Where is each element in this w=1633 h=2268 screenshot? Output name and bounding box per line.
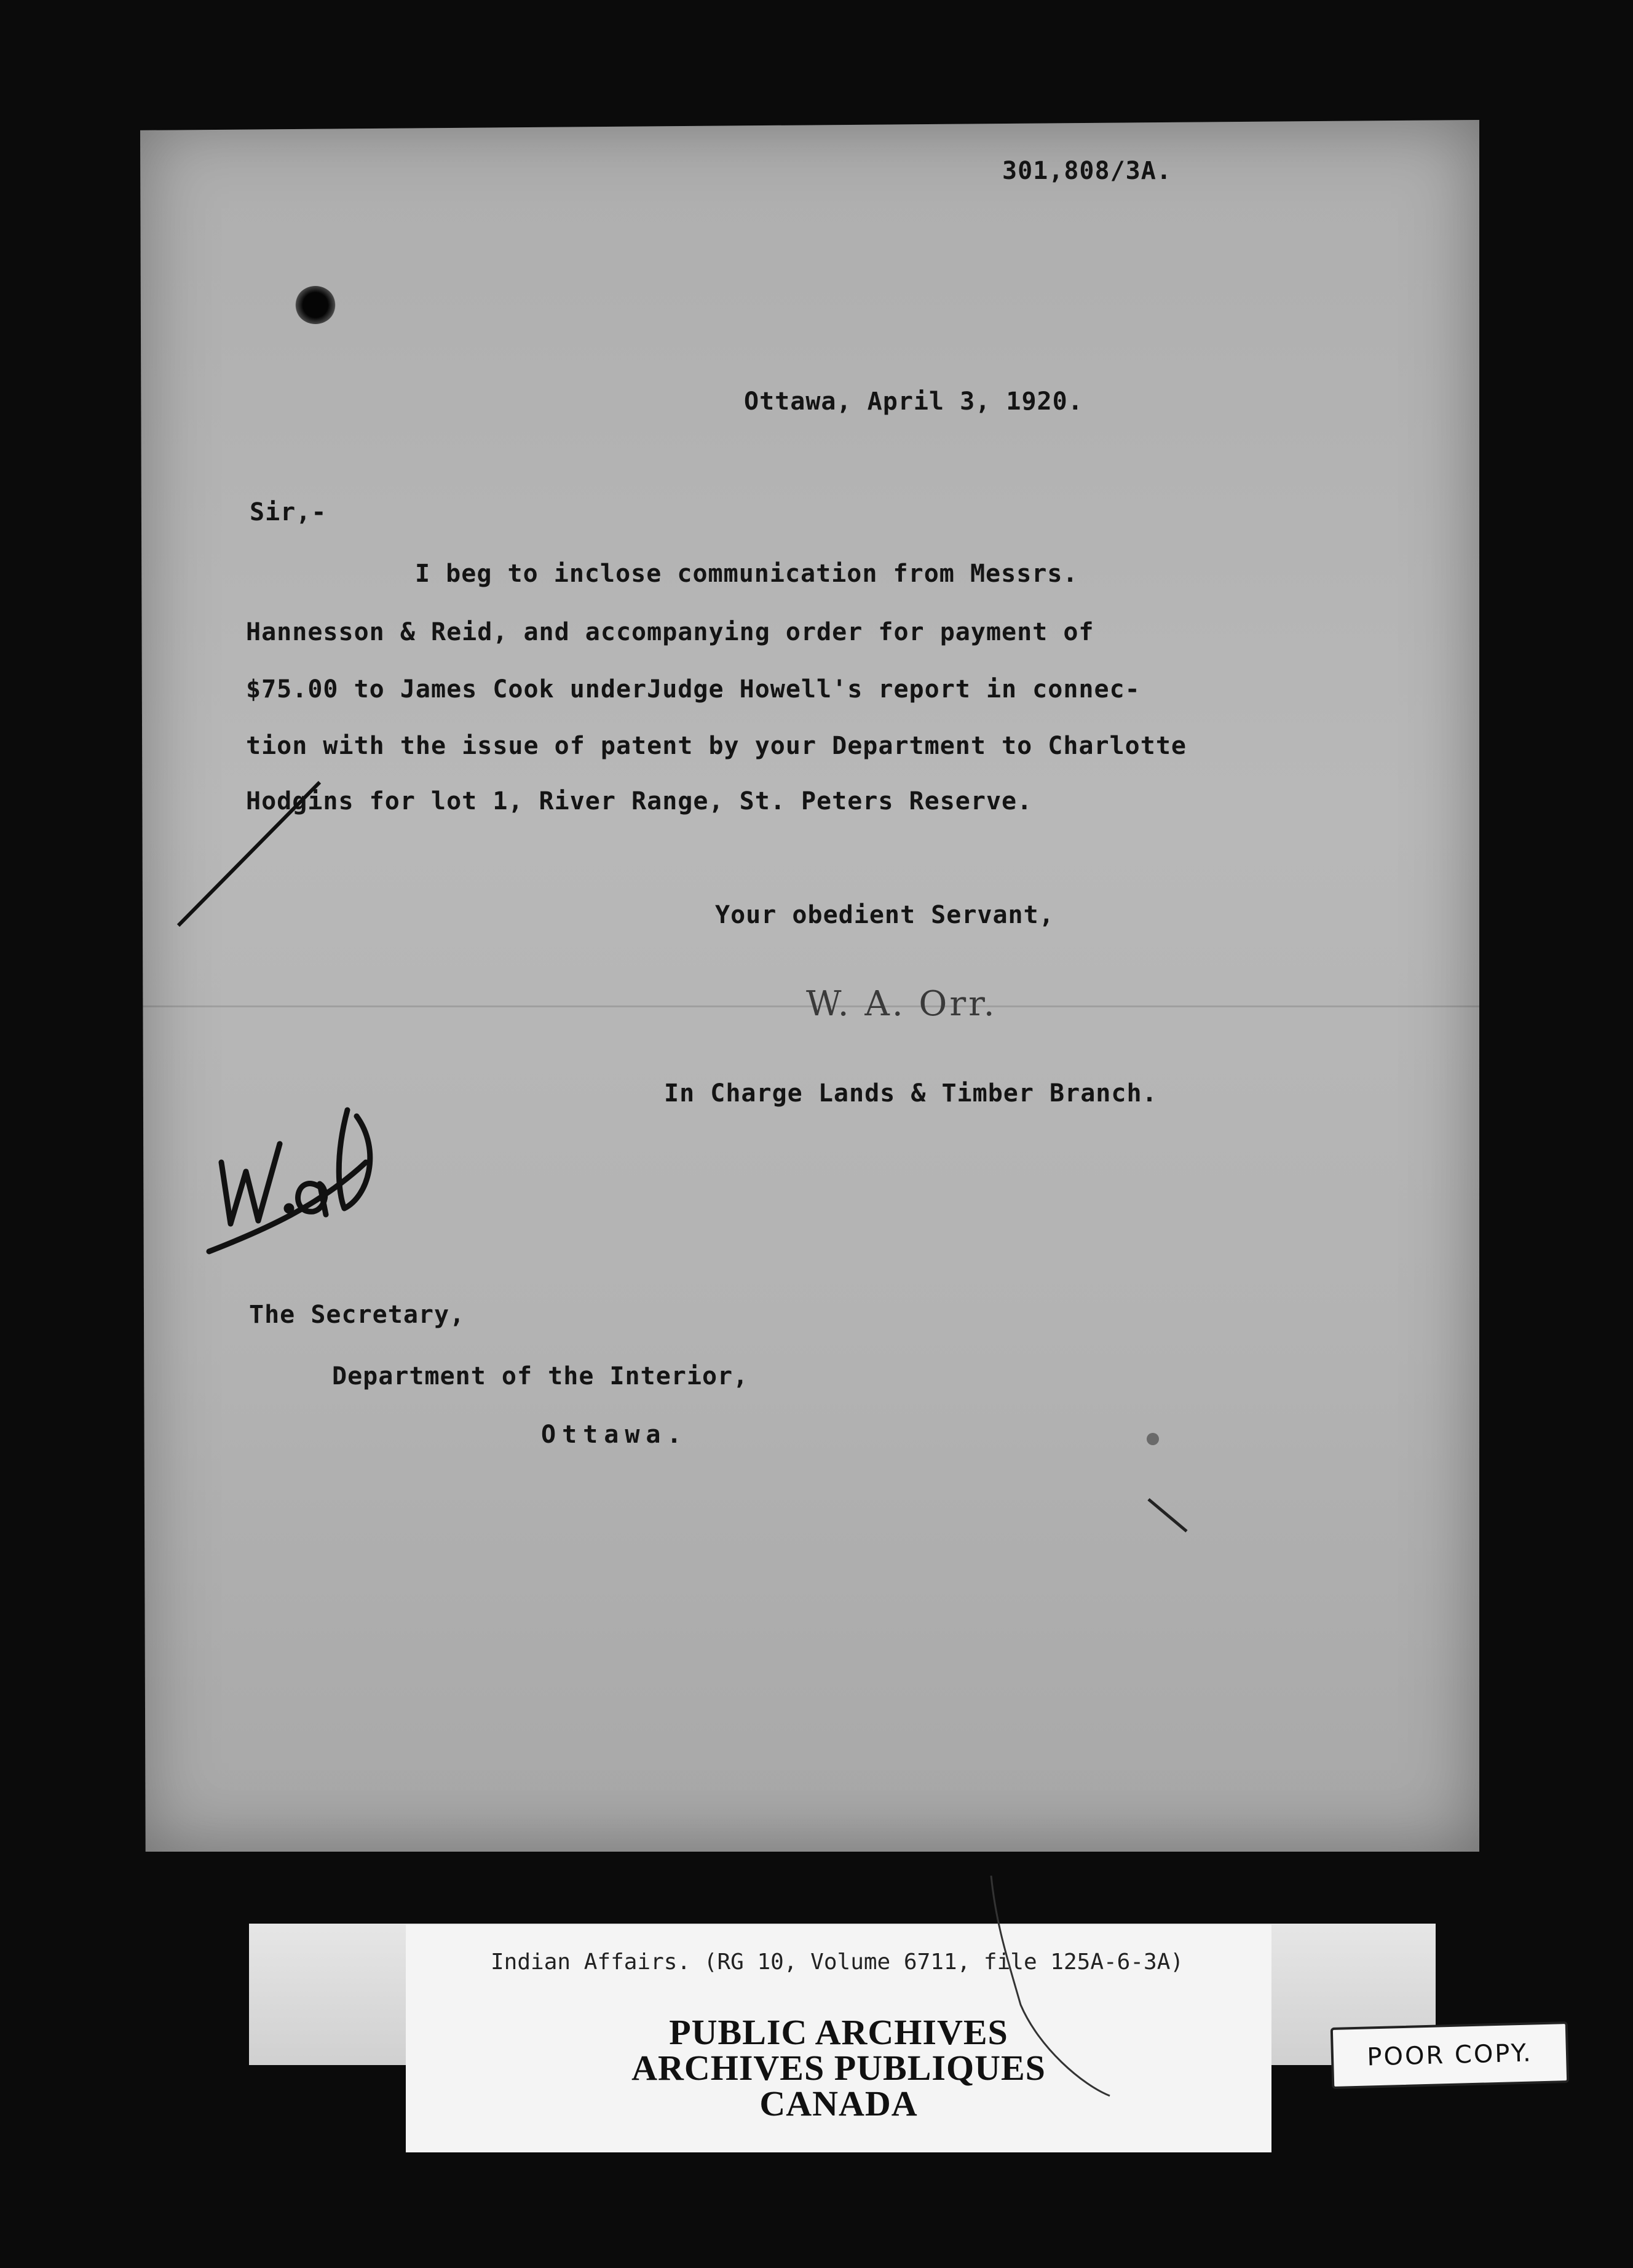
recipient-line-1: The Secretary, [249,1301,465,1329]
signer-title: In Charge Lands & Timber Branch. [664,1079,1158,1108]
closing: Your obedient Servant, [715,901,1054,929]
archive-title-fr: ARCHIVES PUBLIQUES [631,2048,1046,2088]
body-line: tion with the issue of patent by your Department to Charlotte [246,732,1187,760]
body-line: Hodgins for lot 1, River Range, St. Peters Reserve. [246,787,1033,815]
film-scratch [991,1876,1110,2096]
body-line: Hannesson & Reid, and accompanying order for payment of [246,618,1094,646]
salutation: Sir,- [250,498,327,526]
archive-reference: Indian Affairs. (RG 10, Volume 6711, file 125A-6-3A) [491,1949,1184,1975]
body-line: I beg to inclose communication from Messrs. [415,560,1078,588]
typed-signature: W. A. Orr. [806,984,997,1024]
letter-date: Ottawa, April 3, 1920. [744,387,1083,416]
archive-country: CANADA [759,2084,918,2123]
archive-title-en: PUBLIC ARCHIVES [669,2012,1008,2052]
body-line: $75.00 to James Cook underJudge Howell's report in connec- [246,675,1141,704]
poor-copy-stamp: POOR COPY. [1331,2021,1569,2089]
recipient-line-3: Ottawa. [541,1421,688,1449]
file-number: 301,808/3A. [1002,157,1172,185]
recipient-line-2: Department of the Interior, [332,1362,749,1390]
